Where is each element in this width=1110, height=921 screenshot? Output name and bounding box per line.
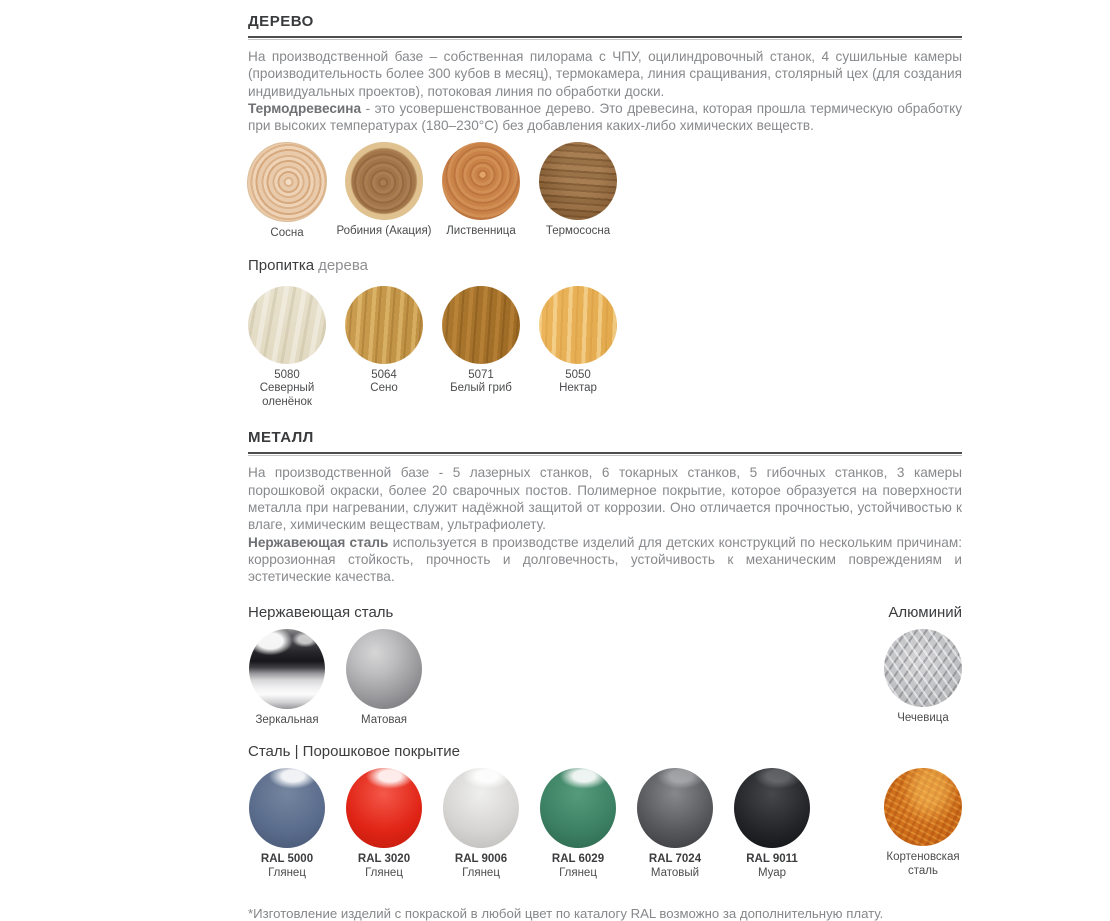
wood-swatch-larch — [442, 142, 520, 239]
swatch-label: Робиния (Акация) — [336, 225, 432, 238]
stainless-text: используется в производстве изделий для детских конструкций по нескольким причинам: коррозионная стойкость, прочность и долговечность, устойчивость к механическим повреждениям и эстетические качества. — [248, 534, 962, 585]
powder-swatch-ral7024 — [636, 768, 714, 880]
swatch-label: Чечевица — [897, 711, 949, 724]
robinia-slice-image — [345, 142, 423, 220]
ral-code: RAL 3020 — [357, 853, 411, 866]
metal-paragraph-1 — [248, 464, 962, 533]
stain-name: Сено — [370, 382, 398, 395]
impregnation-heading-main: Пропитка — [248, 256, 315, 274]
stainless-aluminum-row — [248, 629, 962, 728]
wood-section — [248, 13, 962, 409]
swatch-label — [435, 369, 527, 396]
powder-coating-heading: Сталь | Порошковое покрытие — [248, 743, 460, 761]
stain-name: Северный оленёнок — [259, 382, 315, 408]
wood-paragraph-1 — [248, 48, 962, 100]
impregnation-swatch-5071 — [442, 286, 520, 396]
wood-paragraph-2 — [248, 100, 962, 135]
stainless-swatch-matte — [345, 629, 423, 728]
ral-code: RAL 9011 — [746, 853, 798, 866]
impregnation-heading-sub: дерева — [318, 256, 368, 274]
ral-5000-ball — [249, 768, 325, 848]
wood-swatch-robinia — [336, 142, 432, 239]
materials-catalog-page — [248, 0, 962, 921]
stain-5080-swatch — [248, 286, 326, 364]
metal-section — [248, 429, 962, 880]
impregnation-row — [248, 286, 962, 410]
ral-code: RAL 5000 — [260, 853, 314, 866]
stain-5064-swatch — [345, 286, 423, 364]
powder-swatch-ral6029 — [539, 768, 617, 880]
powder-swatch-ral3020 — [345, 768, 423, 880]
stainless-swatch-mirror — [248, 629, 326, 728]
powder-swatch-ral9006 — [442, 768, 520, 880]
stain-5071-swatch — [442, 286, 520, 364]
stainless-lead: Нержавеющая сталь — [248, 534, 389, 550]
wood-paragraph-1-text: На производственной базе – собственная пилорама с ЧПУ, оцилиндровочный станок, 4 сушильные камеры (производительность более 300 кубов в месяц), термокамера, линия сращивания, столярный цех (для создания индивидуальных проектов), потоковая линия по обработки доски. — [248, 49, 962, 99]
stain-code: 5050 — [565, 368, 591, 381]
ral-code: RAL 6029 — [551, 853, 605, 866]
swatch-label — [712, 853, 832, 880]
ral-footnote: *Изготовление изделий с покраской в любой цвет по каталогу RAL возможно за дополнительную плату. — [248, 906, 884, 921]
metal-paragraph-2 — [248, 534, 962, 586]
mirror-steel-ball-image — [249, 629, 325, 709]
wood-swatch-thermopine — [539, 142, 617, 239]
ral-9006-ball — [443, 768, 519, 848]
corten-steel-swatch — [884, 768, 962, 878]
swatch-label: Термососна — [545, 225, 611, 238]
finish-name: Глянец — [462, 866, 500, 879]
thermowood-text: - это усовершенствованное дерево. Это древесина, которая прошла термическую обработку при высоких температурах (180–230°С) без добавления каких-либо химических веществ. — [248, 100, 962, 134]
section-divider — [248, 452, 962, 456]
thermowood-lead: Термодревесина — [248, 100, 362, 116]
aluminum-swatch-lentil — [884, 629, 962, 726]
swatch-label: Матовая — [361, 713, 407, 726]
aluminum-heading: Алюминий — [888, 603, 962, 621]
ral-9011-ball — [734, 768, 810, 848]
ral-6029-ball — [540, 768, 616, 848]
ral-7024-ball — [637, 768, 713, 848]
finish-name: Глянец — [559, 866, 597, 879]
stainless-steel-heading: Нержавеющая сталь — [248, 603, 394, 621]
impregnation-swatch-5064 — [345, 286, 423, 396]
finish-name: Муар — [757, 866, 787, 879]
swatch-label — [343, 369, 425, 396]
stain-name: Нектар — [559, 382, 597, 395]
ral-code: RAL 9006 — [454, 853, 508, 866]
pine-slice-image — [247, 142, 327, 222]
ral-code: RAL 7024 — [648, 853, 702, 866]
wood-section-title: ДЕРЕВО — [248, 13, 314, 30]
finish-name: Глянец — [365, 866, 403, 879]
swatch-label — [246, 369, 328, 410]
swatch-label: Сосна — [270, 227, 304, 240]
impregnation-heading — [248, 257, 962, 274]
diamond-plate-image — [884, 629, 962, 707]
impregnation-swatch-5080 — [248, 286, 326, 410]
powder-swatch-ral9011 — [733, 768, 811, 880]
wood-species-row — [248, 142, 962, 241]
metal-section-title: МЕТАЛЛ — [248, 429, 314, 447]
powder-coating-row — [248, 768, 962, 880]
impregnation-swatch-5050 — [539, 286, 617, 396]
metal-paragraph-1-text: На производственной базе - 5 лазерных станков, 6 токарных станков, 5 гибочных станков, 3 камеры порошковой окраски, более 20 сварочных постов. Полимерное покрытие, которое образуется на поверхности металла при нагревании, служит надёжной защитой от коррозии. Оно отличается прочностью, устойчивостью к влаге, химическим веществам, ультрафиолету. — [248, 465, 962, 533]
swatch-label — [537, 369, 619, 396]
corten-steel-image — [884, 768, 962, 846]
larch-slice-image — [442, 142, 520, 220]
stain-name: Белый гриб — [450, 382, 512, 395]
stain-code: 5071 — [468, 368, 494, 381]
metal-subheadings — [248, 604, 962, 621]
stain-code: 5080 — [274, 368, 300, 381]
swatch-label: Зеркальная — [255, 713, 319, 726]
wood-swatch-pine — [248, 142, 326, 241]
stain-5050-swatch — [539, 286, 617, 364]
stain-code: 5064 — [371, 368, 397, 381]
section-divider — [248, 36, 962, 40]
powder-swatch-ral5000 — [248, 768, 326, 880]
thermopine-slice-image — [539, 142, 617, 220]
swatch-label: Лиственница — [446, 225, 516, 238]
matte-steel-ball-image — [346, 629, 422, 709]
swatch-label: Кортеновская сталь — [886, 851, 960, 877]
ral-3020-ball — [346, 768, 422, 848]
finish-name: Глянец — [268, 866, 306, 879]
finish-name: Матовый — [650, 866, 700, 879]
